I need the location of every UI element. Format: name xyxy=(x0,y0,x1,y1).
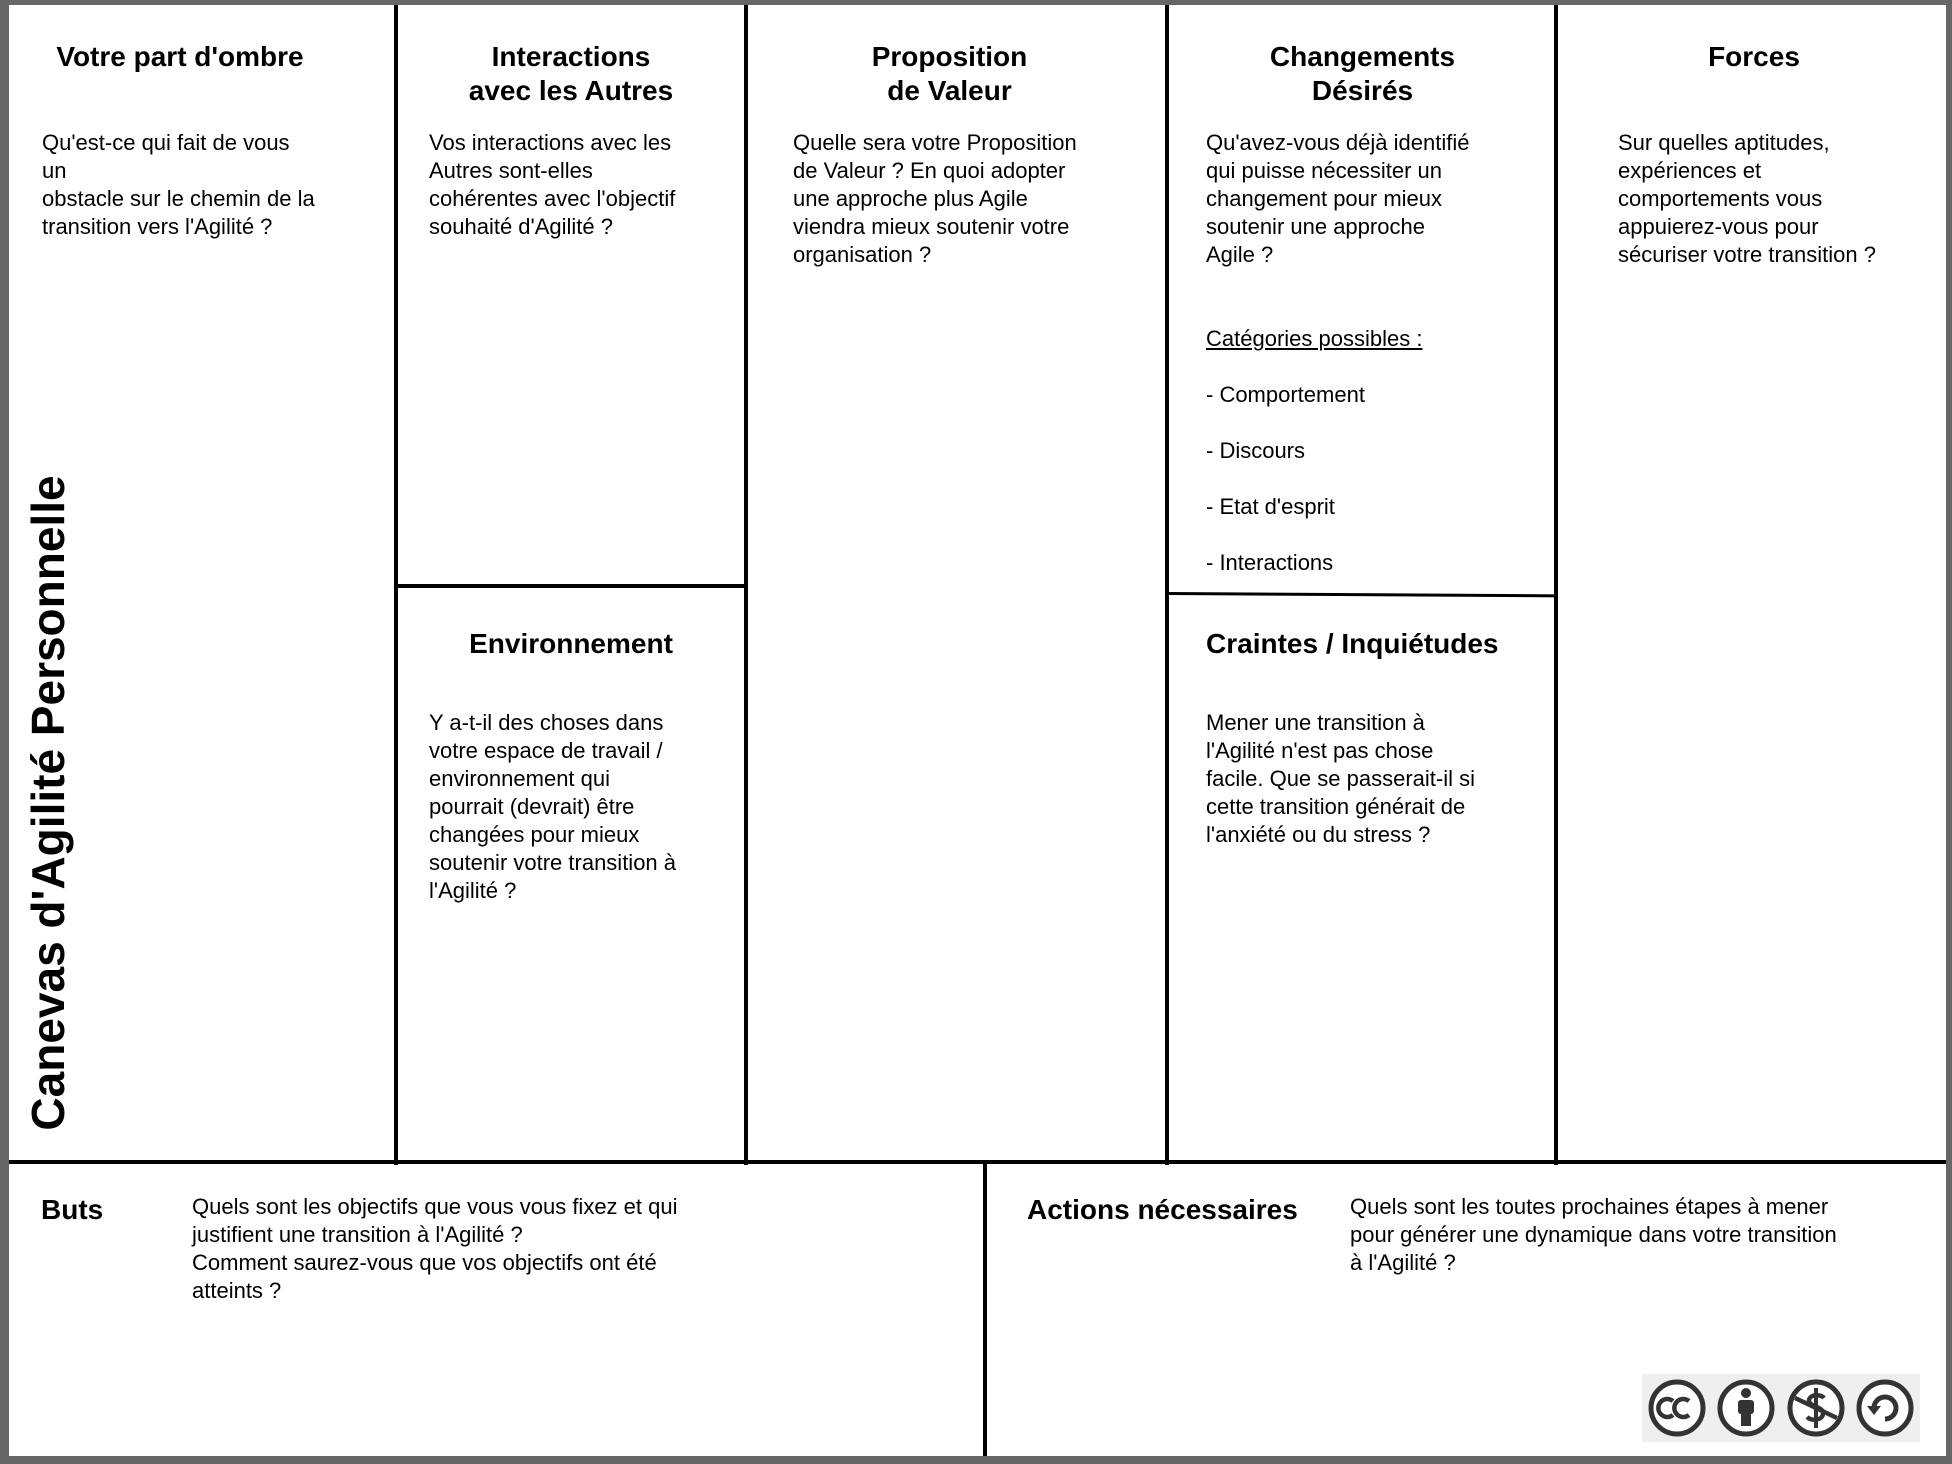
section-environment-title: Environnement xyxy=(469,628,673,659)
section-interactions xyxy=(398,40,744,241)
section-value-body: Quelle sera votre Proposition de Valeur ? En quoi adopter une approche plus Agile viendra mieux soutenir votre organisation ? xyxy=(793,130,1077,267)
category-item: - Discours xyxy=(1206,438,1306,463)
section-value xyxy=(748,40,1151,269)
section-goals-title: Buts xyxy=(41,1194,104,1225)
license-badge xyxy=(1642,1374,1920,1442)
section-goals-body: Quels sont les objectifs que vous vous fixez et qui justifient une transition à l'Agilité ? Comment saurez-vous que vos objectifs ont été atteints ? xyxy=(192,1194,678,1303)
section-fears xyxy=(1169,627,1556,849)
by-icon xyxy=(1716,1378,1776,1438)
section-environment-body: Y a-t-il des choses dans votre espace de travail / environnement qui pourrait (devrait) être changées pour mieux soutenir votre transition à l'Agilité ? xyxy=(429,710,677,903)
category-item: - Comportement xyxy=(1206,382,1365,407)
section-actions-body: Quels sont les toutes prochaines étapes à mener pour générer une dynamique dans votre transition à l'Agilité ? xyxy=(1350,1194,1837,1275)
section-value-title: Proposition de Valeur xyxy=(871,41,1028,106)
category-item: - Etat d'esprit xyxy=(1206,494,1335,519)
section-changes-title: Changements Désirés xyxy=(1269,41,1456,106)
section-interactions-body: Vos interactions avec les Autres sont-elles cohérentes avec l'objectif souhaité d'Agilité ? xyxy=(429,130,676,239)
section-fears-body: Mener une transition à l'Agilité n'est pas chose facile. Que se passerait-il si cette transition générait de l'anxiété ou du stress ? xyxy=(1206,710,1475,847)
sa-icon xyxy=(1855,1378,1915,1438)
section-shadow-body: Qu'est-ce qui fait de vous un obstacle sur le chemin de la transition vers l'Agilité ? xyxy=(42,130,315,239)
categories-label: Catégories possibles : xyxy=(1206,326,1423,351)
category-item: - Interactions xyxy=(1206,550,1334,575)
section-fears-title: Craintes / Inquiétudes xyxy=(1206,628,1499,659)
section-strengths xyxy=(1558,40,1930,269)
section-actions-title: Actions nécessaires xyxy=(1027,1194,1298,1225)
section-changes-categories xyxy=(1206,297,1556,605)
divider-v-bottom xyxy=(983,1162,987,1456)
section-shadow xyxy=(40,40,320,241)
divider-h-interactions xyxy=(396,584,746,588)
section-environment xyxy=(398,627,744,905)
section-strengths-body: Sur quelles aptitudes, expériences et comportements vous appuierez-vous pour sécuriser votre transition ? xyxy=(1618,130,1876,267)
section-changes-body: Qu'avez-vous déjà identifié qui puisse nécessiter un changement pour mieux soutenir une approche Agile ? xyxy=(1206,130,1470,267)
section-shadow-title: Votre part d'ombre xyxy=(56,41,304,72)
section-strengths-title: Forces xyxy=(1708,41,1800,72)
canvas-title: Canevas d'Agilité Personnelle xyxy=(22,475,74,1131)
section-interactions-title: Interactions avec les Autres xyxy=(468,41,674,106)
section-changes xyxy=(1169,40,1556,605)
cc-icon xyxy=(1647,1378,1707,1438)
divider-h-bottom xyxy=(9,1160,1946,1164)
nc-icon xyxy=(1786,1378,1846,1438)
